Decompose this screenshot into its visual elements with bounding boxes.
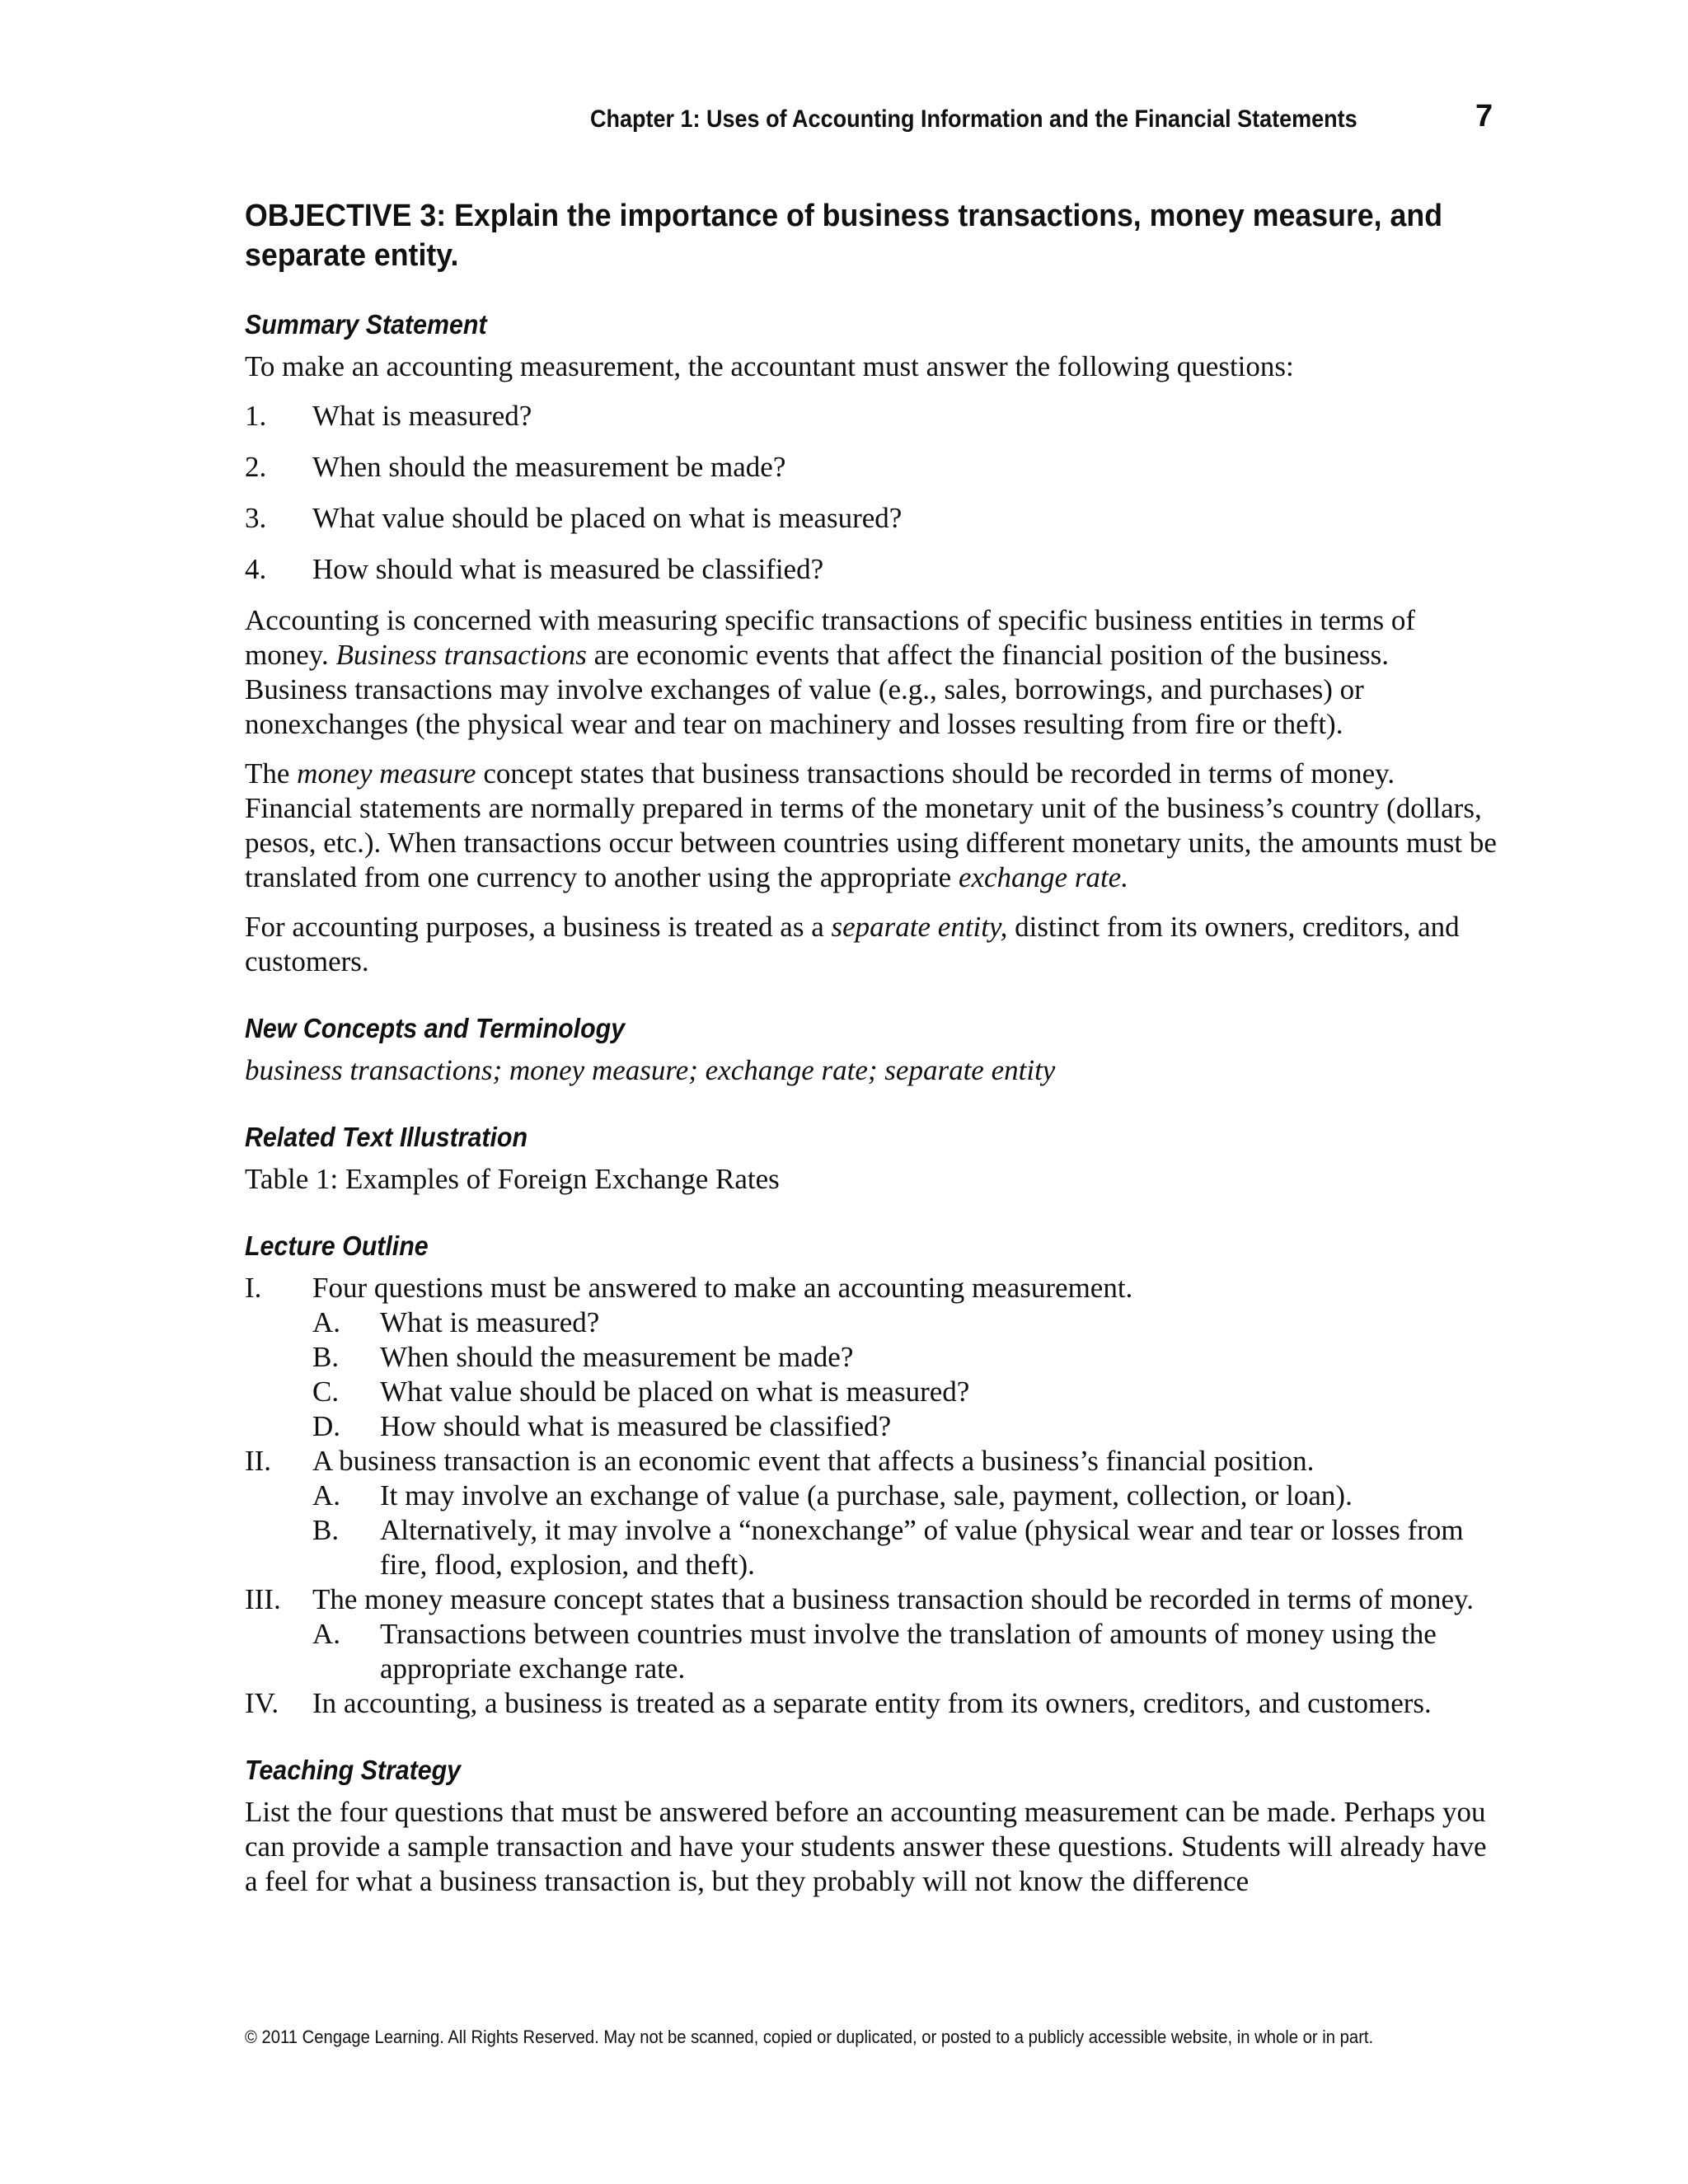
concepts-text xyxy=(245,1053,1498,1088)
list-text: When should the measurement be made? xyxy=(312,451,786,483)
outline-subitem xyxy=(312,1375,1498,1409)
paragraph-business-transactions xyxy=(245,603,1498,742)
lecture-heading: Lecture Outline xyxy=(245,1230,429,1261)
page-number: 7 xyxy=(1475,99,1493,134)
outline-subnumber: C. xyxy=(312,1376,340,1408)
teaching-text: List the four questions that must be answered before an accounting measurement can be made. Perhaps you can provide a sample transaction and have your students answer these questions. Students will already have a feel for what a business transaction is, but they probably will not know the difference xyxy=(245,1796,1487,1897)
list-number: 2. xyxy=(245,451,267,483)
illustration-text: Table 1: Examples of Foreign Exchange Rates xyxy=(245,1163,780,1195)
outline-subnumber: A. xyxy=(312,1306,341,1338)
term-separate-entity: separate entity, xyxy=(831,911,1008,943)
outline-subnumber: B. xyxy=(312,1514,340,1546)
outline-subtext: Transactions between countries must involve the translation of amounts of money using the appropriate exchange rate. xyxy=(380,1618,1437,1685)
list-number: 4. xyxy=(245,553,267,585)
outline-item xyxy=(245,1444,1498,1479)
outline-item xyxy=(245,1271,1498,1305)
list-item xyxy=(245,399,1498,434)
outline-number: III. xyxy=(245,1583,281,1615)
lecture-outline xyxy=(245,1271,1498,1721)
outline-number: I. xyxy=(245,1272,262,1304)
outline-subitem xyxy=(312,1617,1498,1686)
paragraph-money-measure xyxy=(245,757,1498,895)
outline-number: II. xyxy=(245,1445,272,1477)
outline-text: A business transaction is an economic event that affects a business’s financial position. xyxy=(312,1445,1315,1477)
text-run: For accounting purposes, a business is treated as a xyxy=(245,911,832,943)
text-run: distinct from its owners, creditors, and customers. xyxy=(245,911,1460,977)
concepts-heading: New Concepts and Terminology xyxy=(245,1013,626,1043)
outline-subtext: How should what is measured be classified? xyxy=(380,1410,892,1442)
outline-subnumber: A. xyxy=(312,1618,341,1650)
list-text: What value should be placed on what is measured? xyxy=(312,502,903,534)
outline-subitem xyxy=(312,1479,1498,1513)
list-item xyxy=(245,450,1498,485)
question-list xyxy=(245,399,1498,587)
objective-heading: OBJECTIVE 3: Explain the importance of business transactions, money measure, and separate entity. xyxy=(245,199,1443,273)
outline-number: IV. xyxy=(245,1687,279,1719)
outline-subtext: Alternatively, it may involve a “nonexchange” of value (physical wear and tear or losses from fire, flood, explosion, and theft). xyxy=(380,1514,1464,1581)
list-number: 3. xyxy=(245,502,267,534)
term-money-measure: money measure xyxy=(297,757,476,790)
text-run: Accounting is concerned with measuring specific transactions of specific business entities in terms of money. xyxy=(245,604,1416,671)
outline-text: The money measure concept states that a business transaction should be recorded in terms of money. xyxy=(312,1583,1474,1615)
summary-intro: To make an accounting measurement, the accountant must answer the following questions: xyxy=(245,350,1294,382)
concepts-terms: business transactions; money measure; exchange rate; separate entity xyxy=(245,1054,1056,1086)
page-content xyxy=(245,196,1498,1914)
outline-subtext: It may involve an exchange of value (a purchase, sale, payment, collection, or loan). xyxy=(380,1479,1353,1511)
outline-text: In accounting, a business is treated as a separate entity from its owners, creditors, and customers. xyxy=(312,1687,1432,1719)
list-text: How should what is measured be classified? xyxy=(312,553,824,585)
list-number: 1. xyxy=(245,400,267,432)
outline-subitem xyxy=(312,1305,1498,1340)
outline-subitem xyxy=(312,1409,1498,1444)
outline-subitem xyxy=(312,1513,1498,1582)
outline-subnumber: D. xyxy=(312,1410,341,1442)
outline-subtext: When should the measurement be made? xyxy=(380,1341,854,1373)
running-header: Chapter 1: Uses of Accounting Information and the Financial Statements xyxy=(590,105,1357,133)
term-business-transactions: Business transactions xyxy=(335,639,587,671)
outline-subitem xyxy=(312,1340,1498,1375)
text-run: are economic events that affect the financial position of the business. Business transactions may involve exchanges of value (e.g., sales, borrowings, and purchases) or nonexchanges (the physical wear and tear on machinery and losses resulting from fire or theft). xyxy=(245,639,1390,740)
outline-item xyxy=(245,1582,1498,1617)
list-text: What is measured? xyxy=(312,400,532,432)
list-item xyxy=(245,501,1498,536)
outline-item xyxy=(245,1686,1498,1721)
teaching-heading: Teaching Strategy xyxy=(245,1755,462,1785)
summary-heading: Summary Statement xyxy=(245,309,487,340)
term-exchange-rate: exchange rate. xyxy=(958,861,1128,893)
outline-subtext: What value should be placed on what is measured? xyxy=(380,1376,970,1408)
outline-subnumber: A. xyxy=(312,1479,341,1511)
list-item xyxy=(245,552,1498,587)
outline-text: Four questions must be answered to make an accounting measurement. xyxy=(312,1272,1133,1304)
paragraph-separate-entity xyxy=(245,910,1498,979)
outline-subnumber: B. xyxy=(312,1341,340,1373)
text-run: concept states that business transactions should be recorded in terms of money. Financial statements are normally prepared in terms of the monetary unit of the business’s country (dollars, pesos, etc.). When transactions occur between countries using different monetary units, the amounts must be translated from one currency to another using the appropriate xyxy=(245,757,1497,893)
copyright-footer: © 2011 Cengage Learning. All Rights Reserved. May not be scanned, copied or duplicated, or posted to a publicly accessible website, in whole or in part. xyxy=(245,2027,1374,2047)
outline-subtext: What is measured? xyxy=(380,1306,600,1338)
text-run: The xyxy=(245,757,298,790)
illustration-heading: Related Text Illustration xyxy=(245,1122,528,1152)
